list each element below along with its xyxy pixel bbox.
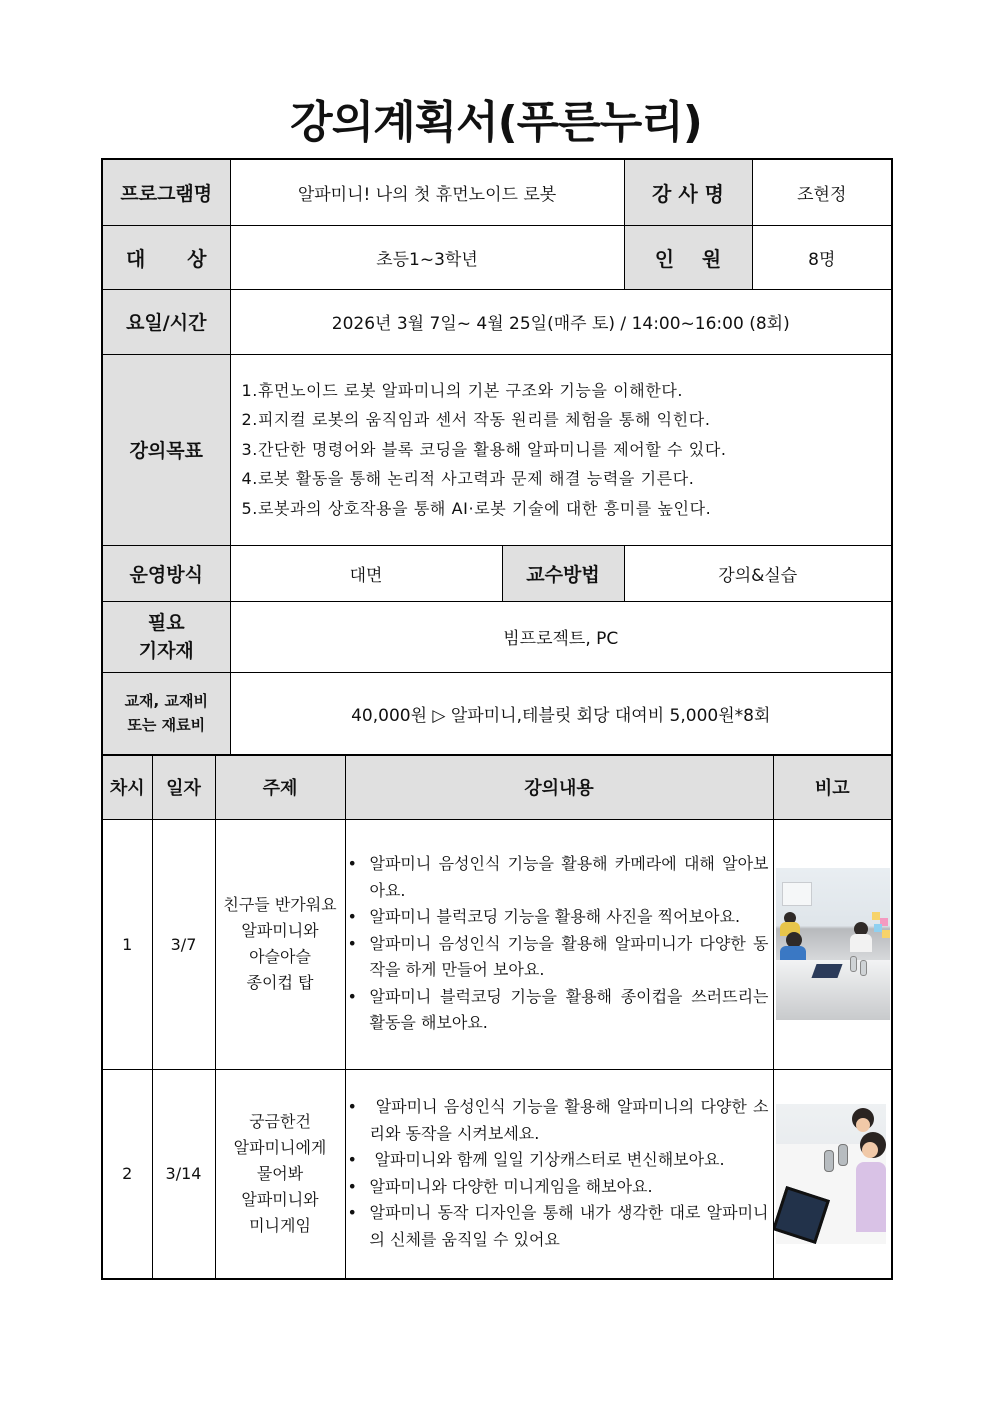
topic-line: 친구들 반가워요 <box>223 895 337 914</box>
header-topic: 주제 <box>215 755 345 819</box>
instructor-label: 강 사 명 <box>624 159 752 225</box>
content-item: • 알파미니 블럭코딩 기능을 활용해 종이컵을 쓰러뜨리는 활동을 해보아요. <box>346 984 769 1037</box>
program-label: 프로그램명 <box>102 159 230 225</box>
method-label: 교수방법 <box>502 545 624 601</box>
course-info-table <box>101 158 893 756</box>
content-item: • 알파미니 블럭코딩 기능을 활용해 사진을 찍어보아요. <box>346 904 769 931</box>
program-value: 알파미니! 나의 첫 휴먼노이드 로봇 <box>230 159 624 225</box>
content-item: • 알파미니와 다양한 미니게임을 해보아요. <box>346 1174 769 1201</box>
session-topic <box>215 1069 345 1279</box>
equipment-label <box>102 601 230 672</box>
topic-line: 알파미니와 <box>241 921 319 940</box>
method-value: 강의&실습 <box>624 545 892 601</box>
header-note: 비고 <box>773 755 892 819</box>
class-photo <box>776 1104 886 1244</box>
header-content: 강의내용 <box>345 755 773 819</box>
goal-item: 4.로봇 활동을 통해 논리적 사고력과 문제 해결 능력을 기른다. <box>241 469 695 489</box>
content-item: • 알파미니와 함께 일일 기상캐스터로 변신해보아요. <box>346 1147 769 1174</box>
topic-line: 미니게임 <box>249 1215 311 1235</box>
class-photo-cell <box>773 819 892 1069</box>
session-content <box>345 1069 773 1279</box>
goal-item: 1.휴먼노이드 로봇 알파미니의 기본 구조와 기능을 이해한다. <box>241 380 684 400</box>
header-date: 일자 <box>152 755 215 819</box>
goals-label: 강의목표 <box>102 354 230 545</box>
table-row <box>102 1069 892 1279</box>
target-value: 초등1~3학년 <box>230 225 624 289</box>
topic-line: 물어봐 <box>256 1163 304 1183</box>
session-content <box>345 819 773 1069</box>
topic-line: 종이컵 탑 <box>246 973 314 992</box>
topic-line: 알파미니와 <box>241 1189 319 1209</box>
session-table <box>101 754 893 1280</box>
goal-item: 3.간단한 명령어와 블록 코딩을 활용해 알파미니를 제어할 수 있다. <box>241 439 727 459</box>
class-photo-cell <box>773 1069 892 1279</box>
session-topic <box>215 819 345 1069</box>
schedule-value: 2026년 3월 7일~ 4월 25일(매주 토) / 14:00~16:00 (8회) <box>230 289 892 354</box>
content-item: • 알파미니 동작 디자인을 통해 내가 생각한 대로 알파미니의 신체를 움직일 수 있어요 <box>346 1200 769 1253</box>
document-title: 강의계획서(푸른누리) <box>290 97 702 148</box>
count-label: 인 원 <box>624 225 752 289</box>
equipment-value: 빔프로젝트, PC <box>230 601 892 672</box>
instructor-value: 조현정 <box>752 159 892 225</box>
operation-label: 운영방식 <box>102 545 230 601</box>
session-number: 2 <box>102 1069 152 1279</box>
session-number: 1 <box>102 819 152 1069</box>
material-label-line: 또는 재료비 <box>127 716 206 735</box>
topic-line: 아슬아슬 <box>249 947 311 966</box>
count-value: 8명 <box>752 225 892 289</box>
material-label-line: 교재, 교재비 <box>124 692 208 711</box>
content-item: • 알파미니 음성인식 기능을 활용해 카메라에 대해 알아보아요. <box>346 851 769 904</box>
operation-value: 대면 <box>230 545 502 601</box>
content-item: • 알파미니 음성인식 기능을 활용해 알파미니가 다양한 동작을 하게 만들어 보아요. <box>346 931 769 984</box>
session-date: 3/14 <box>152 1069 215 1279</box>
goal-item: 2.피지컬 로봇의 움직임과 센서 작동 원리를 체험을 통해 익힌다. <box>241 410 711 430</box>
target-label: 대 상 <box>102 225 230 289</box>
class-photo <box>776 868 890 1020</box>
material-label <box>102 672 230 755</box>
content-item: • 알파미니 음성인식 기능을 활용해 알파미니의 다양한 소리와 동작을 시켜보세요. <box>346 1094 769 1147</box>
goal-item: 5.로봇과의 상호작용을 통해 AI·로봇 기술에 대한 흥미를 높인다. <box>241 498 712 518</box>
material-value: 40,000원 ▷ 알파미니,테블릿 회당 대여비 5,000원*8회 <box>230 672 892 755</box>
topic-line: 궁금한건 <box>249 1111 311 1131</box>
equipment-label-line: 기자재 <box>138 639 194 662</box>
equipment-label-line: 필요 <box>147 611 185 634</box>
table-row <box>102 819 892 1069</box>
session-date: 3/7 <box>152 819 215 1069</box>
goals-list <box>230 354 892 545</box>
schedule-label: 요일/시간 <box>102 289 230 354</box>
topic-line: 알파미니에게 <box>233 1137 327 1157</box>
header-session: 차시 <box>102 755 152 819</box>
